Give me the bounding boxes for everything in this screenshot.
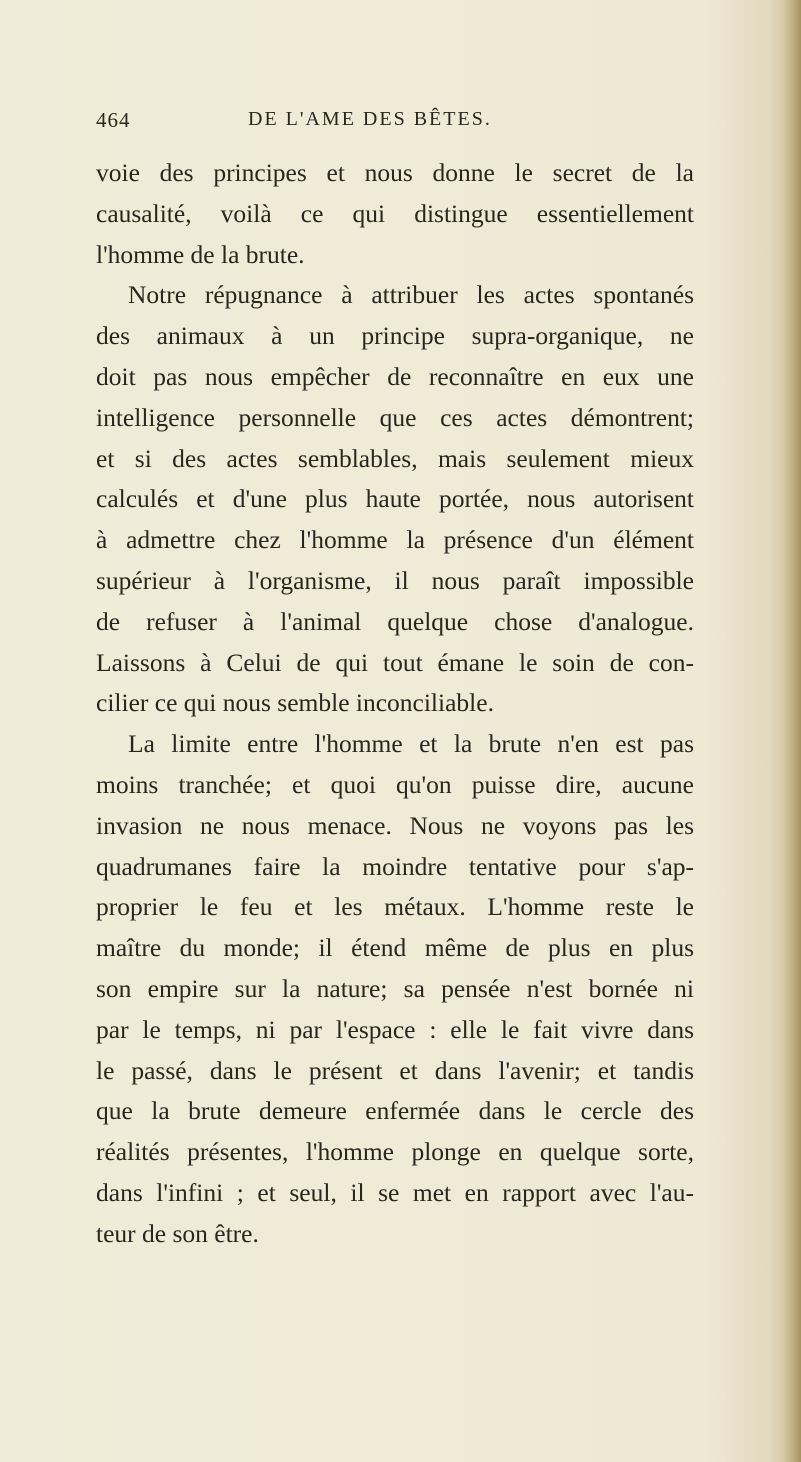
text-line: cilier ce qui nous semble inconciliable. [96, 688, 494, 718]
text-line: invasion ne nous menace. Nous ne voyons pas les [96, 810, 694, 840]
text-line: teur de son être. [96, 1218, 259, 1248]
text-line: calculés et d'une plus haute portée, nous autorisent [96, 484, 694, 514]
text-line: son empire sur la nature; sa pensée n'est bornée ni [96, 973, 694, 1003]
text-line: de refuser à l'animal quelque chose d'analogue. [96, 606, 694, 636]
text-line: que la brute demeure enfermée dans le cercle des [96, 1096, 694, 1126]
text-line: doit pas nous empêcher de reconnaître en eux une [96, 361, 694, 391]
text-line: des animaux à un principe supra-organique, ne [96, 321, 694, 351]
body-text [96, 153, 694, 1255]
text-line: causalité, voilà ce qui distingue essentiellement [96, 198, 694, 228]
page-number: 464 [96, 108, 131, 132]
text-line: intelligence personnelle que ces actes démontrent; [96, 402, 694, 432]
text-line: réalités présentes, l'homme plonge en quelque sorte, [96, 1137, 694, 1167]
text-line: proprier le feu et les métaux. L'homme reste le [96, 892, 694, 922]
text-line: l'homme de la brute. [96, 239, 305, 269]
text-line: voie des principes et nous donne le secret de la [96, 158, 694, 187]
text-line: supérieur à l'organisme, il nous paraît impossible [96, 565, 694, 595]
text-line: quadrumanes faire la moindre tentative pour s'ap- [96, 851, 694, 881]
text-line: par le temps, ni par l'espace : elle le fait vivre dans [96, 1014, 694, 1044]
paragraph-start-line: La limite entre l'homme et la brute n'en est pas [128, 729, 694, 759]
page-edge-shadow [783, 0, 801, 1462]
text-line: à admettre chez l'homme la présence d'un élément [96, 525, 694, 555]
text-line: et si des actes semblables, mais seulement mieux [96, 443, 694, 473]
text-line: le passé, dans le présent et dans l'avenir; et tandis [96, 1055, 694, 1085]
paragraph-start-line: Notre répugnance à attribuer les actes spontanés [128, 280, 694, 310]
text-line: moins tranchée; et quoi qu'on puisse dire, aucune [96, 769, 694, 799]
running-title: DE L'AME DES BÊTES. [248, 108, 492, 130]
text-line: dans l'infini ; et seul, il se met en rapport avec l'au- [96, 1177, 694, 1207]
running-head [96, 108, 696, 148]
text-line: maître du monde; il étend même de plus en plus [96, 933, 694, 963]
text-line: Laissons à Celui de qui tout émane le soin de con- [96, 647, 694, 677]
